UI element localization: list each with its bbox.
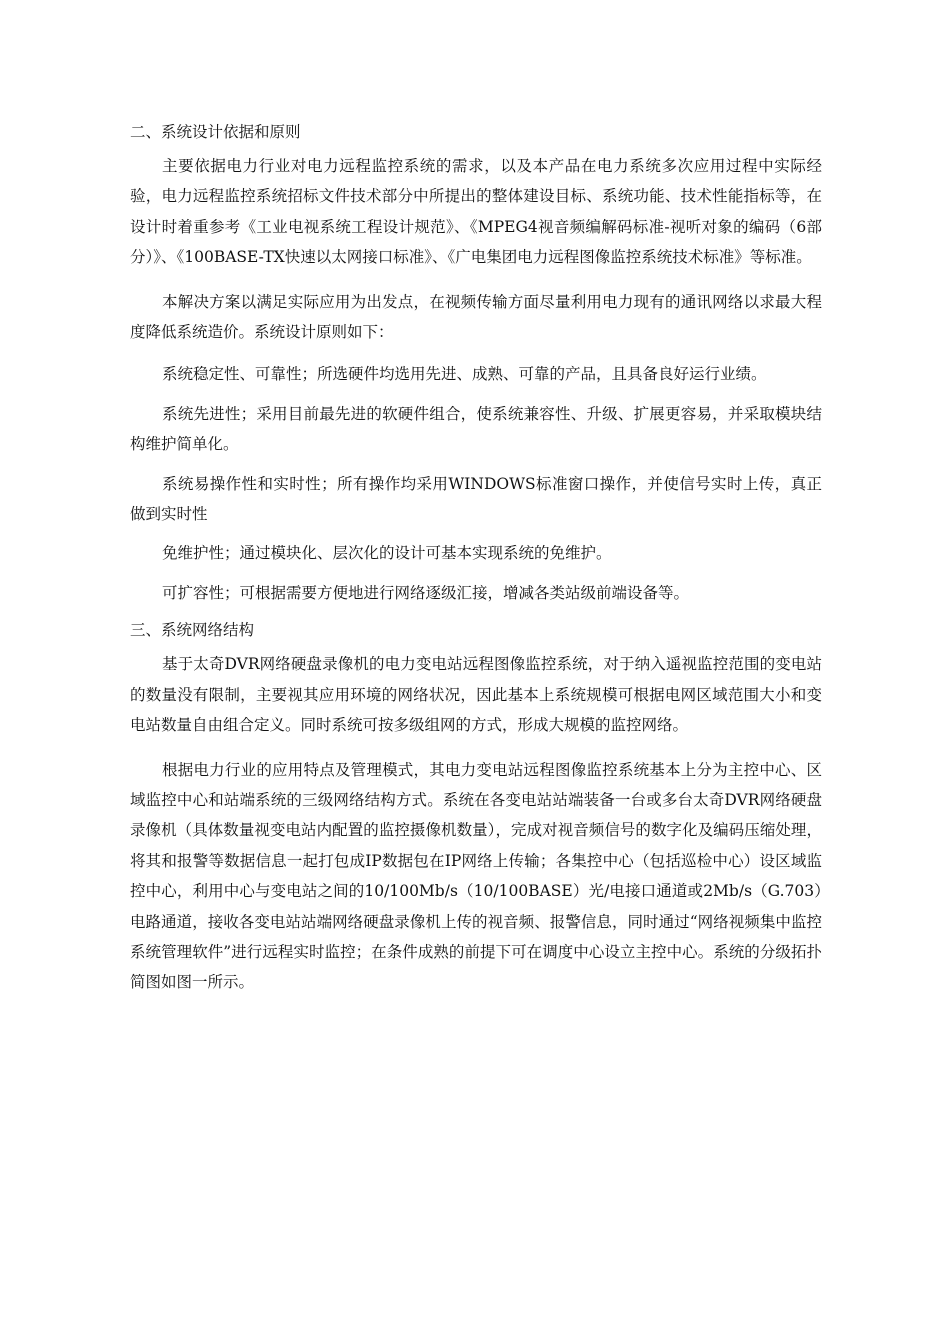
paragraph-network-scale: 基于太奇DVR网络硬盘录像机的电力变电站远程图像监控系统，对于纳入遥视监控范围的变电站的数量没有限制，主要视其应用环境的网络状况，因此基本上系统规模可根据电网区域范围大小和变电站数量自由组合定义。同时系统可按多级组网的方式，形成大规模的监控网络。: [130, 655, 822, 735]
paragraph-network-tiers: 根据电力行业的应用特点及管理模式，其电力变电站远程图像监控系统基本上分为主控中心、区域监控中心和站端系统的三级网络结构方式。系统在各变电站站端装备一台或多台太奇DVR网络硬盘录像机（具体数量视变电站内配置的监控摄像机数量），完成对视音频信号的数字化及编码压缩处理，将其和报警等数据信息一起打包成IP数据包在IP网络上传输；各集控中心（包括巡检中心）设区域监控中心，利用中心与变电站之间的10/100Mb/s（10/100BASE）光/电接口通道或2Mb/s（G.703）电路通道，接收各变电站站端网络硬盘录像机上传的视音频、报警信息，同时通过“网络视频集中监控系统管理软件”进行远程实时监控；在条件成熟的前提下可在调度中心设立主控中心。系统的分级拓扑简图如图一所示。: [130, 760, 822, 992]
section-heading-network-structure: 三、系统网络结构: [130, 621, 255, 640]
paragraph-design-principles-intro: 本解决方案以满足实际应用为出发点，在视频传输方面尽量利用电力现有的通讯网络以求最大程度降低系统造价。系统设计原则如下：: [130, 292, 822, 342]
paragraph-principle-usability: 系统易操作性和实时性；所有操作均采用WINDOWS标准窗口操作，并使信号实时上传，真正做到实时性: [130, 474, 822, 524]
section-heading-design-basis: 二、系统设计依据和原则: [130, 123, 301, 141]
paragraph-principle-advanced: 系统先进性；采用目前最先进的软硬件组合，使系统兼容性、升级、扩展更容易，并采取模块结构维护简单化。: [130, 404, 822, 454]
paragraph-principle-stability: 系统稳定性、可靠性；所选硬件均选用先进、成熟、可靠的产品，且具备良好运行业绩。: [162, 365, 767, 384]
document-page: [130, 122, 822, 998]
paragraph-principle-maintenance-free: 免维护性；通过模块化、层次化的设计可基本实现系统的免维护。: [162, 544, 612, 563]
paragraph-design-basis: 主要依据电力行业对电力远程监控系统的需求，以及本产品在电力系统多次应用过程中实际经验，电力远程监控系统招标文件技术部分中所提出的整体建设目标、系统功能、技术性能指标等，在设计时着重参考《工业电视系统工程设计规范》、《MPEG4视音频编解码标准-视听对象的编码（6部分）》、《100BASE-TX快速以太网接口标准》、《广电集团电力远程图像监控系统技术标准》等标准。: [130, 157, 822, 267]
paragraph-principle-scalability: 可扩容性；可根据需要方便地进行网络逐级汇接，增减各类站级前端设备等。: [162, 583, 690, 602]
